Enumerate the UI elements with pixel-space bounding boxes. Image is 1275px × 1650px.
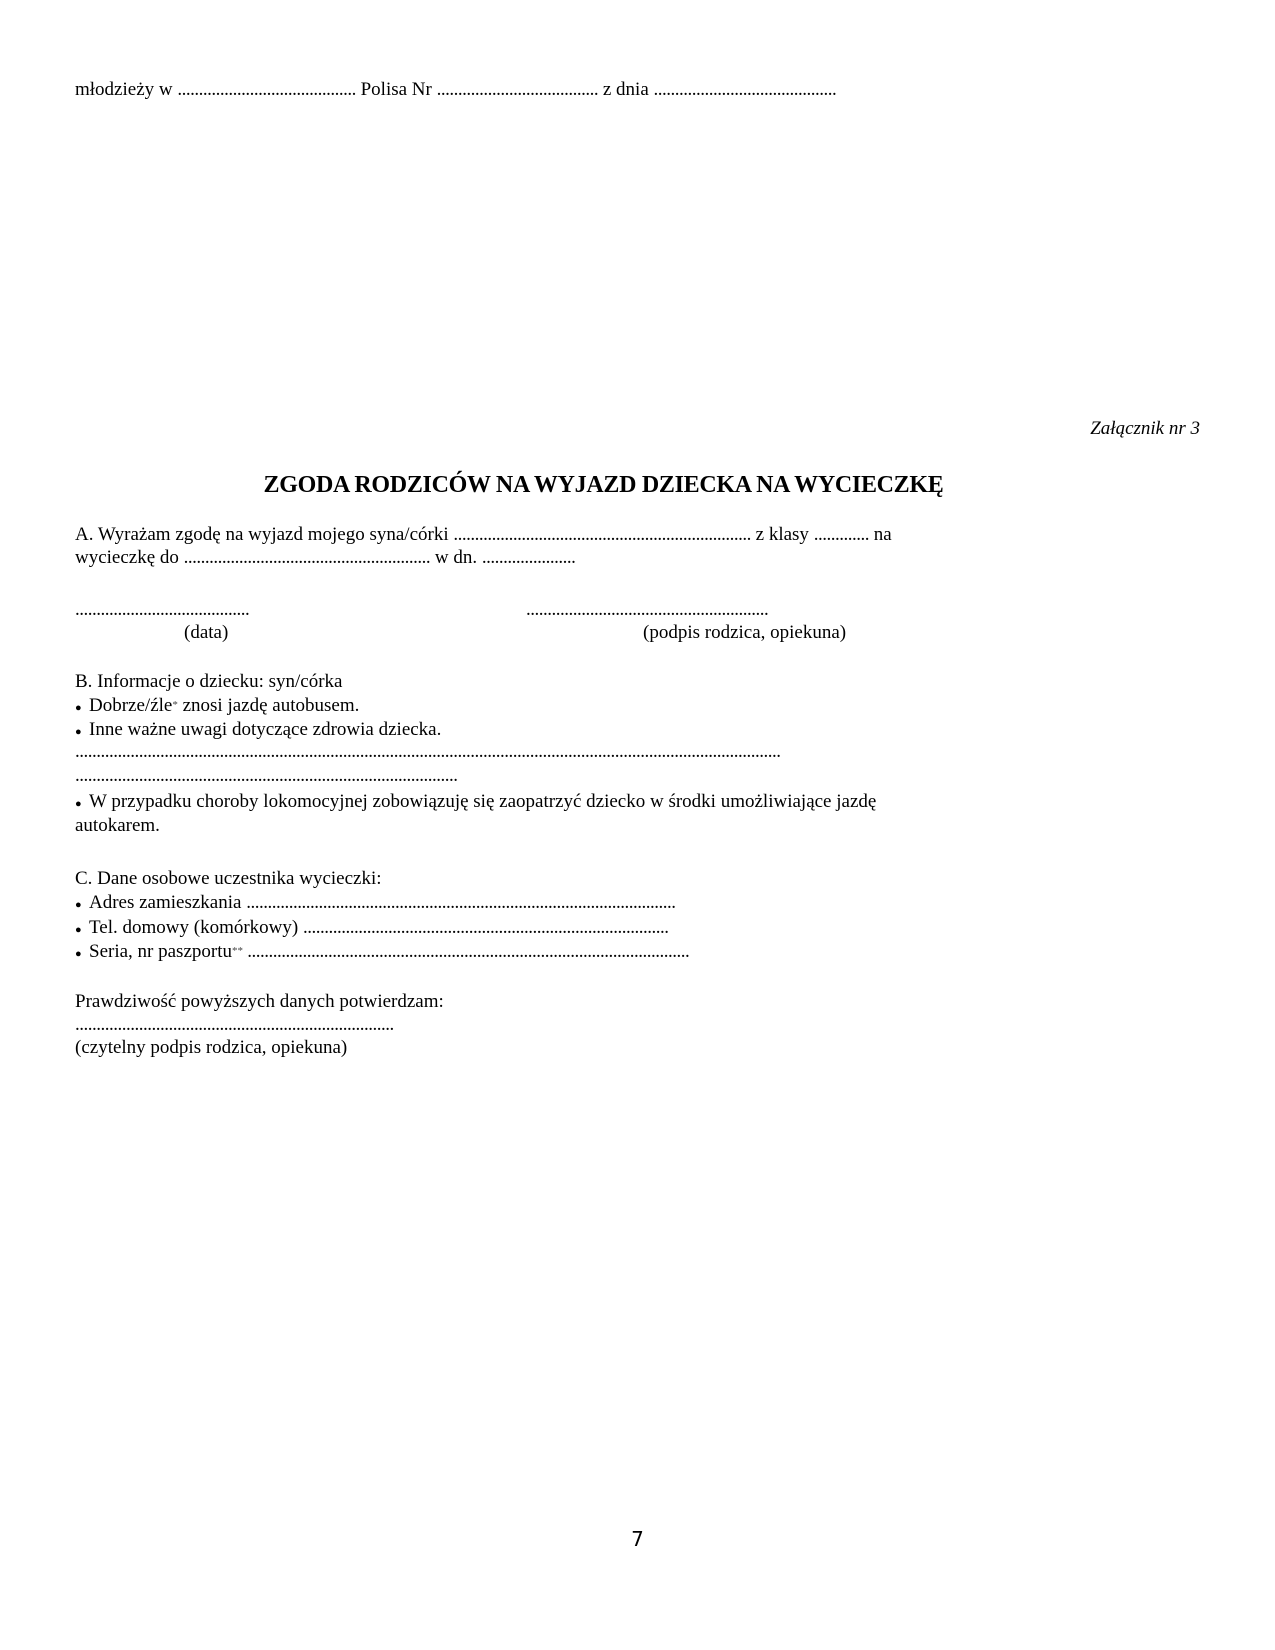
motion-sickness-text: W przypadku choroby lokomocyjnej zobowiązuję się zaopatrzyć dziecko w środki umożliwiające jazdę (89, 791, 877, 812)
confirmation-text: Prawdziwość powyższych danych potwierdzam: (75, 991, 444, 1012)
address-label: Adres zamieszkania (89, 892, 247, 913)
destination-field[interactable]: .......................................................... (183, 547, 431, 568)
class-field[interactable]: ............. (813, 524, 869, 545)
phone-field[interactable]: ...................................................................................... (302, 917, 669, 938)
parent-signature-caption: (podpis rodzica, opiekuna) (643, 622, 847, 643)
legible-signature-caption: (czytelny podpis rodzica, opiekuna) (75, 1037, 348, 1058)
motion-sickness-item (75, 790, 876, 816)
section-b-heading: B. Informacje o dziecku: syn/córka (75, 671, 343, 692)
top-continuation-line (75, 78, 836, 101)
policy-number-field[interactable]: ...................................... (436, 79, 599, 100)
health-notes-label: Inne ważne uwagi dotyczące zdrowia dziecka. (89, 719, 442, 740)
bus-tolerance-item (75, 694, 359, 720)
parent-signature-field[interactable]: ......................................................... (526, 599, 769, 620)
date-label: z dnia (598, 79, 654, 100)
location-field[interactable]: .......................................... (177, 79, 356, 100)
signature-date-field[interactable]: ......................................... (75, 599, 250, 620)
bullet-icon: ● (75, 948, 82, 960)
bullet-icon: ● (75, 798, 82, 810)
section-a-line-2 (75, 546, 575, 569)
passport-item (75, 940, 689, 966)
legible-signature-field[interactable]: ........................................................................... (75, 1014, 394, 1035)
consent-statement: A. Wyrażam zgodę na wyjazd mojego syna/córki (75, 524, 454, 545)
bullet-icon: ● (75, 702, 82, 714)
child-name-field[interactable]: ...................................................................... (453, 524, 751, 545)
bullet-icon: ● (75, 726, 82, 738)
address-item (75, 891, 675, 917)
page-number: 7 (631, 1527, 644, 1551)
address-field[interactable]: ..................................................................................................... (246, 892, 676, 913)
bullet-icon: ● (75, 899, 82, 911)
footnote-mark: * (172, 699, 178, 711)
motion-sickness-text-cont: autokarem. (75, 815, 160, 836)
annex-label: Załącznik nr 3 (1090, 418, 1200, 439)
footnote-mark: ** (231, 945, 243, 957)
policy-label: Polisa Nr (355, 79, 437, 100)
passport-label: Seria, nr paszportu (89, 941, 232, 962)
section-c-heading: C. Dane osobowe uczestnika wycieczki: (75, 868, 382, 889)
section-a-line-1 (75, 523, 892, 546)
on-date-label: w dn. (430, 547, 482, 568)
health-notes-field-2[interactable]: .......................................................................................... (75, 765, 458, 786)
health-notes-field-1[interactable]: ...................................................................................................................................................................... (75, 741, 781, 762)
date-caption: (data) (184, 622, 229, 643)
title-text: ZGODA RODZICÓW NA WYJAZD DZIECKA NA WYCIECZKĘ (263, 472, 944, 498)
class-label: z klasy (750, 524, 814, 545)
bus-tolerance-choice[interactable]: Dobrze/źle (89, 695, 173, 716)
phone-item (75, 916, 668, 942)
passport-field[interactable]: ........................................................................................................ (242, 941, 690, 962)
policy-date-field[interactable]: ........................................... (653, 79, 837, 100)
bus-tolerance-text: znosi jazdę autobusem. (177, 695, 360, 716)
phone-label: Tel. domowy (komórkowy) (89, 917, 303, 938)
trip-to-label: wycieczkę do (75, 547, 184, 568)
youth-label: młodzieży w (75, 79, 178, 100)
trip-date-field[interactable]: ...................... (481, 547, 576, 568)
bullet-icon: ● (75, 924, 82, 936)
page-title (0, 472, 1275, 499)
to-label: na (868, 524, 892, 545)
